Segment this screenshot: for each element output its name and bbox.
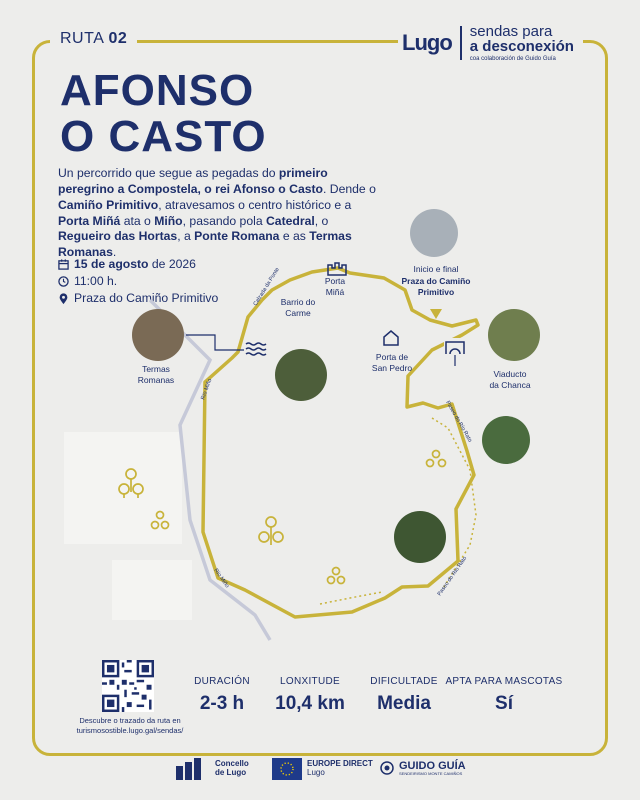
rio-rato-label-2: Paseo do Río Rato: [436, 555, 469, 598]
tree-icon: [259, 517, 283, 545]
brand-line1: sendas para: [469, 23, 553, 40]
porta-mina-label-line1: Porta: [324, 276, 346, 286]
start-marker-icon: [430, 309, 442, 319]
church-icon: [384, 331, 398, 345]
stat-label: DURACIÓN: [194, 676, 250, 687]
footer-logos: [0, 756, 640, 786]
qr-code[interactable]: [102, 660, 154, 712]
map-background-block: [64, 432, 182, 544]
date-bold: 15 de agosto: [74, 257, 149, 271]
bridge-icon: [444, 338, 466, 354]
porta-mina-label-line2: Miñá: [325, 287, 345, 297]
termas-label-line1: Termas: [142, 364, 170, 374]
europe-direct-logo: EUROPE DIRECT Lugo: [272, 758, 373, 780]
stat-value: Media: [377, 693, 431, 714]
barrio-carme-photo: [275, 349, 327, 401]
map-background-block: [112, 560, 192, 620]
forest-photo: [394, 511, 446, 563]
viaducto-label-line2: da Chanca: [489, 380, 531, 390]
praza-photo: [410, 209, 458, 257]
rio-mino-label-1: Río Miño: [200, 377, 214, 401]
barrio-label-line2: Carme: [285, 308, 311, 318]
route-description: Un percorrido que segue as pegadas do primeiro peregrino a Compostela, o rei Afonso o Casto. Dende o Camiño Primitivo, atravesamos o centro histórico e a Porta Miñá ata o Miño, pasando pola Catedral, o Regueiro das Hortas, a Ponte Romana e as Termas Romanas.: [58, 166, 376, 260]
viaducto-label-line1: Viaducto: [493, 369, 527, 379]
brand-line3: coa colaboración de Guido Guía: [469, 56, 556, 62]
rio-mino-label-2: Río Miño: [212, 567, 230, 590]
place-text: Praza do Camiño Primitivo: [74, 291, 219, 306]
river-photo: [482, 416, 530, 464]
stat-value: 10,4 km: [275, 693, 345, 714]
termas-photo: [132, 309, 184, 361]
stat-pets: [444, 676, 564, 715]
qr-caption-line1: Descubre o trazado da ruta en: [79, 716, 181, 725]
stat-value: Sí: [495, 693, 513, 714]
route-path: [203, 268, 478, 617]
date-rest: de 2026: [148, 257, 196, 271]
start-label-line3: Primitivo: [417, 287, 455, 297]
termas-label-line2: Romanas: [137, 375, 175, 385]
waves-icon: [244, 340, 266, 358]
guido-guia-icon: [380, 761, 394, 775]
concello-logo: Concello de Lugo: [176, 758, 249, 780]
title-line1: AFONSO: [60, 66, 255, 115]
calzada-label: Calzada da Ponte: [252, 266, 281, 308]
tree-icon: [328, 568, 345, 584]
route-number: 02: [108, 30, 128, 47]
porta-san-pedro-label-line2: San Pedro: [371, 363, 413, 373]
route-prefix: RUTA: [60, 30, 104, 47]
stat-label: LONXITUDE: [280, 676, 340, 687]
start-label-line1: Inicio e final: [413, 264, 459, 274]
start-label-line2: Praza do Camiño: [401, 276, 471, 286]
time-text: 11:00 h.: [74, 274, 118, 289]
stat-label: APTA PARA MASCOTAS: [445, 676, 563, 687]
qr-caption-link[interactable]: turismosostible.lugo.gal/sendas/: [76, 725, 184, 735]
stat-value: 2-3 h: [199, 693, 245, 714]
qr-caption: [60, 716, 200, 736]
eu-flag-icon: [272, 758, 302, 780]
brand-line2: a desconexión: [469, 38, 574, 55]
tree-icon: [427, 451, 446, 467]
concello-icon: [176, 758, 210, 780]
lugo-logo: Lugo: [402, 26, 462, 60]
porta-san-pedro-label-line1: Porta de: [375, 352, 409, 362]
barrio-label-line1: Barrio do: [280, 297, 316, 307]
rio-rato-label-1: Paseo do Río Rato: [444, 400, 473, 444]
stat-label: DIFICULTADE: [370, 676, 438, 687]
viaducto-photo: [488, 309, 540, 361]
title-line2: O CASTO: [60, 112, 267, 162]
guido-guia-logo: GUIDO GUÍA SENDEIRISMO MONTE CAMIÑOS: [380, 760, 466, 776]
